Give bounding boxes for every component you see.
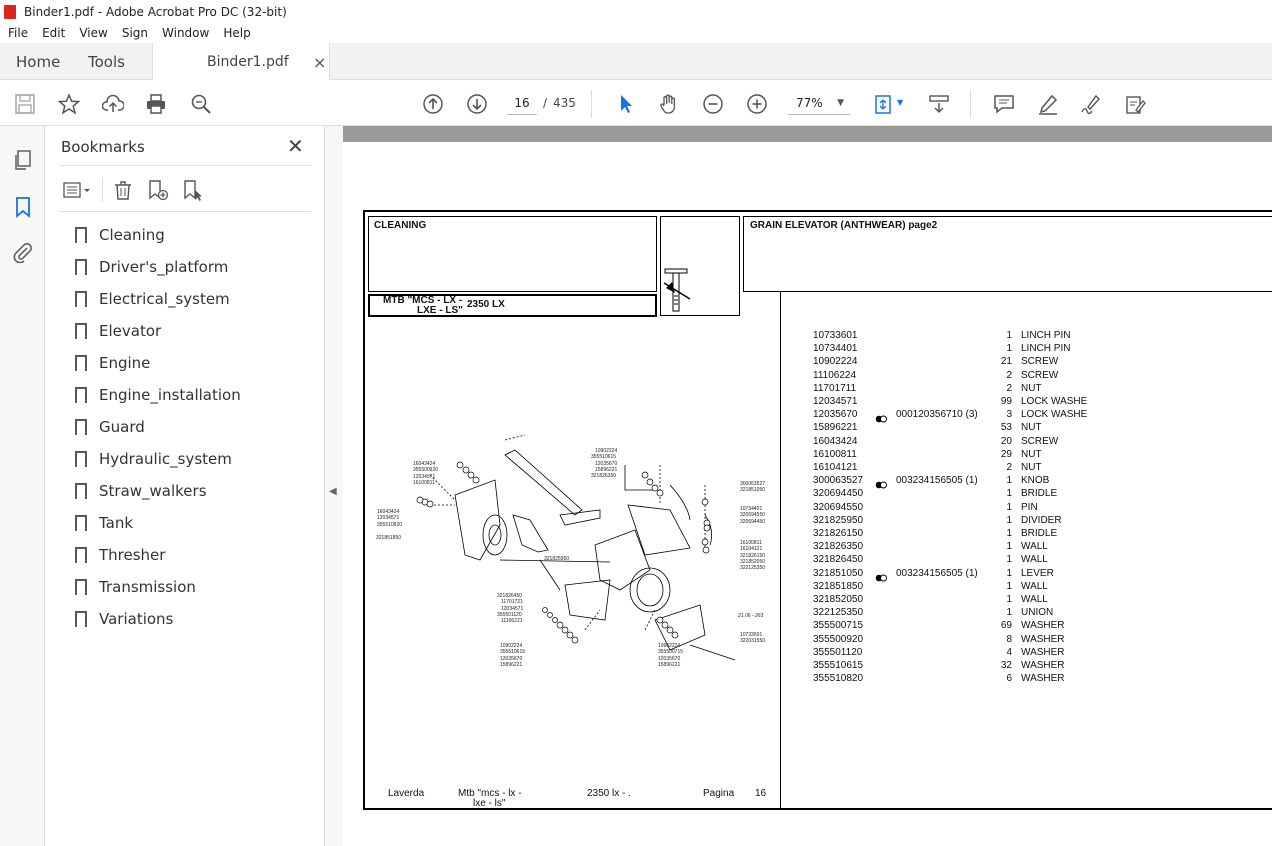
page-total: 435: [553, 96, 576, 110]
panel-divider-2: [61, 211, 311, 212]
highlight-pen-icon[interactable]: [1036, 92, 1060, 116]
callout: 10902224: [500, 643, 523, 649]
footer-brand: Laverda: [388, 788, 425, 799]
callout: 300063527: [740, 481, 766, 487]
zoom-search-icon[interactable]: [189, 92, 213, 116]
part-qty: 53: [1000, 422, 1012, 434]
part-qty: 2: [1006, 462, 1012, 473]
menu-help[interactable]: Help: [223, 26, 251, 40]
part-code: 11701711: [813, 382, 857, 394]
left-icon-rail: [0, 126, 45, 846]
part-qty: 1: [1006, 343, 1012, 355]
bookmark-icon: [75, 227, 87, 243]
bookmark-icon: [75, 579, 87, 595]
menu-sign[interactable]: Sign: [121, 26, 149, 40]
previous-page-icon[interactable]: [421, 92, 445, 116]
bookmark-guard[interactable]: [75, 417, 145, 437]
part-ref: 003234156505 (1): [896, 475, 978, 487]
part-desc: LINCH PIN: [1021, 330, 1071, 341]
part-ref: 003234156505 (1): [896, 567, 978, 579]
replacement-icon: [875, 569, 887, 577]
part-qty: 1: [1006, 554, 1012, 566]
menu-window[interactable]: Window: [162, 26, 210, 40]
callout: 11106221: [501, 618, 523, 625]
panel-toolbar-divider: [102, 178, 103, 202]
part-qty: 1: [1006, 330, 1012, 341]
bookmark-label: Guard: [99, 418, 145, 436]
callout: 12035670: [595, 460, 618, 467]
part-code: 321826150: [813, 528, 864, 539]
toolbar-divider-2: [970, 90, 971, 118]
part-desc: WASHER: [1021, 660, 1065, 671]
bookmark-icon: [75, 387, 87, 403]
diagram-reference: 21.06 - 263: [738, 613, 764, 619]
callout: 320694550: [740, 512, 766, 519]
part-desc: WALL: [1021, 541, 1048, 553]
part-code: 321851050: [813, 567, 864, 579]
chevron-down-icon: ▼: [837, 98, 844, 108]
part-qty: 1: [1006, 594, 1012, 605]
callout: 11701721: [501, 599, 523, 606]
footer-model-1: Mtb "mcs - lx -: [458, 788, 522, 799]
close-panel-icon[interactable]: ✕: [287, 134, 304, 158]
page-number-input[interactable]: 16: [507, 91, 537, 115]
delete-bookmark-icon[interactable]: [111, 178, 135, 202]
zoom-in-icon[interactable]: [745, 92, 769, 116]
part-code: 322125350: [813, 607, 864, 619]
zoom-value: 77%: [796, 96, 823, 110]
part-desc: WASHER: [1021, 620, 1065, 632]
callout: 10902224: [595, 448, 618, 454]
part-qty: 69: [1000, 620, 1012, 632]
callout: 12034571: [413, 473, 436, 480]
attachments-icon[interactable]: [11, 240, 35, 264]
bookmark-label: Elevator: [99, 322, 162, 340]
part-code: 321851850: [813, 580, 864, 592]
part-desc: WASHER: [1021, 633, 1065, 645]
part-qty: 2: [1006, 382, 1012, 394]
bookmark-icon: [75, 355, 87, 371]
part-desc: NUT: [1021, 382, 1042, 394]
callouts-top: [591, 448, 617, 479]
callouts-right: [740, 481, 765, 494]
callouts-left: [413, 461, 438, 486]
find-bookmark-icon[interactable]: [181, 178, 205, 202]
bookmark-icon: [75, 611, 87, 627]
part-qty: 1: [1006, 607, 1012, 619]
part-qty: 1: [1006, 528, 1012, 539]
bookmark-engine[interactable]: [75, 353, 150, 373]
callout: 321852050: [740, 558, 766, 565]
bookmark-tank[interactable]: [75, 513, 133, 533]
part-code: 12035670: [813, 409, 858, 421]
callout: 15896221: [658, 661, 681, 668]
footer-page-number: 16: [755, 788, 767, 799]
callout: 322125350: [740, 565, 766, 572]
callout: 355500715: [658, 649, 684, 656]
callout: 321851050: [740, 487, 766, 494]
tab-tools[interactable]: Tools: [88, 52, 125, 71]
bookmarks-rail-icon[interactable]: [11, 195, 35, 219]
bookmark-straw-walkers[interactable]: [75, 481, 207, 501]
callouts-right-2: [740, 506, 765, 525]
toolbar-divider: [591, 90, 592, 118]
callout: 15896221: [595, 466, 618, 473]
bookmark-drivers-platform[interactable]: [75, 257, 228, 277]
part-qty: 21: [1000, 356, 1012, 368]
zoom-out-icon[interactable]: [701, 92, 725, 116]
part-qty: 1: [1006, 514, 1012, 526]
bookmark-thresher[interactable]: [75, 545, 165, 565]
bookmark-icon: [75, 259, 87, 275]
bookmarks-title: Bookmarks: [61, 138, 145, 156]
part-desc: WASHER: [1021, 646, 1065, 658]
part-desc: LEVER: [1021, 567, 1054, 579]
bookmark-options-icon[interactable]: [61, 178, 95, 202]
bookmark-label: Engine: [99, 354, 151, 372]
bookmark-icon: [75, 451, 87, 467]
bookmark-label: Tank: [99, 514, 134, 532]
part-desc: WALL: [1021, 594, 1048, 605]
panel-divider: [61, 165, 311, 166]
print-icon[interactable]: [144, 92, 168, 116]
page-thumbnails-icon[interactable]: [11, 148, 35, 172]
footer-code: 2350 lx - .: [587, 788, 631, 799]
callouts-bottom-left: [497, 593, 523, 624]
callout: 320694450: [740, 518, 766, 525]
part-qty: 4: [1006, 646, 1012, 658]
bookmark-elevator[interactable]: [75, 321, 161, 341]
part-desc: NUT: [1021, 422, 1042, 434]
part-qty: 99: [1000, 396, 1012, 407]
part-code: 16104121: [813, 462, 858, 473]
menu-edit[interactable]: Edit: [42, 26, 66, 40]
part-code: 355510615: [813, 660, 864, 671]
part-desc: DIVIDER: [1021, 514, 1062, 526]
part-qty: 1: [1006, 567, 1012, 579]
part-desc: LOCK WASHE: [1021, 409, 1088, 421]
part-qty: 3: [1006, 409, 1012, 421]
callout: 12034571: [501, 605, 524, 612]
callout: 321825950: [544, 556, 570, 562]
select-cursor-icon[interactable]: [614, 92, 638, 116]
bookmark-label: Straw_walkers: [99, 482, 207, 500]
part-code: 355500920: [813, 633, 864, 645]
collapse-arrow-icon[interactable]: ◀: [329, 486, 337, 497]
part-code: 10734401: [813, 343, 858, 355]
part-qty: 6: [1006, 673, 1012, 685]
callout: 16043424: [413, 461, 436, 467]
part-code: 15896221: [813, 422, 858, 434]
callout: 16100811: [740, 540, 762, 546]
zoom-level-dropdown[interactable]: [788, 91, 850, 115]
part-desc: KNOB: [1021, 475, 1050, 487]
footer-page-label: Pagina: [703, 788, 735, 799]
part-code: 355500715: [813, 620, 864, 632]
bookmark-icon: [75, 547, 87, 563]
bookmark-icon: [75, 515, 87, 531]
callout: 321826450: [497, 593, 523, 599]
section-title: CLEANING: [374, 220, 427, 231]
bookmark-label: Variations: [99, 610, 174, 628]
callout: 322031550: [740, 638, 766, 645]
bookmark-label: Hydraulic_system: [99, 450, 232, 468]
bookmark-label: Engine_installation: [99, 386, 241, 404]
callouts-bottom-left-2: [500, 643, 525, 668]
tab-document-label: Binder1.pdf: [207, 54, 289, 70]
save-icon[interactable]: [13, 92, 37, 116]
part-qty: 1: [1006, 475, 1012, 487]
callout: 10733601: [740, 632, 763, 638]
tab-close-icon[interactable]: ×: [313, 52, 327, 72]
part-code: 300063527: [813, 475, 864, 487]
part-code: 355501120: [813, 646, 863, 658]
bookmark-cleaning[interactable]: [75, 225, 165, 245]
group-title: GRAIN ELEVATOR (ANTHWEAR) page2: [750, 220, 938, 231]
part-ref: 000120356710 (3): [896, 409, 978, 421]
part-desc: SCREW: [1021, 435, 1059, 447]
callout: 15896221: [500, 661, 523, 668]
new-bookmark-icon[interactable]: [146, 178, 170, 202]
part-qty: 20: [1000, 435, 1012, 447]
part-code: 321826450: [813, 554, 864, 566]
acrobat-pdf-icon: [4, 5, 16, 19]
callout: 321826150: [740, 552, 766, 559]
callouts-bottom-right: [740, 632, 765, 645]
bookmark-icon: [75, 323, 87, 339]
part-code: 10733601: [813, 330, 858, 341]
part-qty: 1: [1006, 580, 1012, 592]
hand-tool-icon[interactable]: [657, 92, 681, 116]
part-qty: 32: [1000, 660, 1012, 671]
part-desc: NUT: [1021, 462, 1042, 473]
star-icon[interactable]: [57, 92, 81, 116]
bookmark-icon: [75, 483, 87, 499]
comment-icon[interactable]: [992, 92, 1016, 116]
part-desc: WASHER: [1021, 673, 1065, 685]
part-code: 321852050: [813, 594, 864, 605]
part-qty: 1: [1006, 501, 1012, 513]
part-code: 16043424: [813, 435, 858, 447]
part-code: 320694450: [813, 488, 864, 500]
fit-page-icon[interactable]: [872, 92, 896, 116]
part-code: 321825950: [813, 514, 864, 526]
part-code: 16100811: [813, 448, 857, 460]
tab-home[interactable]: Home: [16, 52, 61, 71]
part-desc: UNION: [1021, 607, 1054, 619]
part-qty: 8: [1006, 633, 1012, 645]
part-desc: NUT: [1021, 448, 1042, 460]
menu-bar: [0, 23, 1272, 43]
callout: 16104121: [740, 546, 763, 553]
part-desc: LOCK WASHE: [1021, 396, 1088, 407]
callout: 321826350: [591, 473, 617, 480]
part-code: 10902224: [813, 356, 858, 368]
part-code: 320694550: [813, 501, 864, 513]
callout: 10902224: [658, 643, 681, 649]
callouts-left-2: [377, 509, 402, 528]
callout: 10734401: [740, 506, 763, 512]
part-desc: SCREW: [1021, 356, 1059, 368]
callout: 321851850: [376, 535, 402, 541]
callout: 355500920: [413, 467, 439, 474]
replacement-icon: [875, 410, 887, 418]
bookmark-label: Electrical_system: [99, 290, 230, 308]
part-qty: 2: [1006, 369, 1012, 381]
callouts-right-3: [740, 540, 765, 571]
edit-document-icon[interactable]: [1123, 92, 1147, 116]
bookmark-electrical-system[interactable]: [75, 289, 230, 309]
model-line1: MTB "MCS - LX -: [383, 295, 463, 306]
part-code: 321826350: [813, 541, 864, 553]
part-desc: SCREW: [1021, 369, 1059, 381]
footer-model-2: lxe - ls": [473, 798, 506, 809]
bookmark-label: Cleaning: [99, 226, 165, 244]
callout: 12034571: [377, 515, 400, 522]
replacement-icon: [875, 476, 887, 484]
part-desc: BRIDLE: [1021, 528, 1058, 539]
callout: 355510615: [591, 454, 617, 461]
bookmark-label: Transmission: [99, 578, 196, 596]
part-code: 12034571: [813, 396, 858, 407]
bookmark-icon: [75, 419, 87, 435]
callouts-bottom-mid: [658, 643, 683, 668]
tab-document[interactable]: [152, 43, 330, 81]
bookmark-engine-installation[interactable]: [75, 385, 241, 405]
column-divider: [780, 292, 781, 808]
title-bar: [0, 0, 1272, 23]
part-desc: BRIDLE: [1021, 488, 1058, 500]
draw-sign-icon[interactable]: [1079, 92, 1103, 116]
part-desc: WALL: [1021, 580, 1048, 592]
callout: 12035670: [500, 655, 523, 662]
part-desc: WALL: [1021, 554, 1048, 566]
callout: 16100811: [413, 479, 435, 486]
menu-file[interactable]: File: [8, 26, 29, 40]
part-desc: PIN: [1021, 501, 1038, 513]
bookmark-hydraulic-system[interactable]: [75, 449, 232, 469]
model-code: 2350 LX: [467, 299, 505, 310]
tab-bar: [0, 43, 1272, 80]
scroll-mode-icon[interactable]: [927, 92, 951, 116]
bookmark-transmission[interactable]: [75, 577, 196, 597]
callout: 12035670: [658, 655, 681, 662]
next-page-icon[interactable]: [465, 92, 489, 116]
menu-view[interactable]: View: [79, 26, 108, 40]
bookmark-label: Driver's_platform: [99, 258, 229, 276]
bookmark-icon: [75, 291, 87, 307]
upload-cloud-icon[interactable]: [101, 92, 125, 116]
part-qty: 29: [1000, 448, 1012, 460]
elevator-symbol-icon: [662, 266, 694, 314]
bookmark-label: Thresher: [99, 546, 166, 564]
part-qty: 1: [1006, 541, 1012, 553]
part-code: 11106224: [813, 369, 857, 381]
window-title: Binder1.pdf - Adobe Acrobat Pro DC (32-bit): [24, 4, 287, 19]
callout: 355510820: [377, 521, 403, 528]
part-code: 355510820: [813, 673, 864, 685]
model-line2: LXE - LS": [417, 305, 463, 316]
callout: 355510615: [500, 649, 526, 656]
page-separator: /: [543, 96, 548, 110]
part-desc: LINCH PIN: [1021, 343, 1071, 355]
callout: 16043424: [377, 509, 400, 515]
fit-chevron-icon[interactable]: ▼: [897, 98, 904, 107]
bookmark-variations[interactable]: [75, 609, 173, 629]
callout: 355501120: [497, 611, 522, 618]
part-qty: 1: [1006, 488, 1012, 500]
